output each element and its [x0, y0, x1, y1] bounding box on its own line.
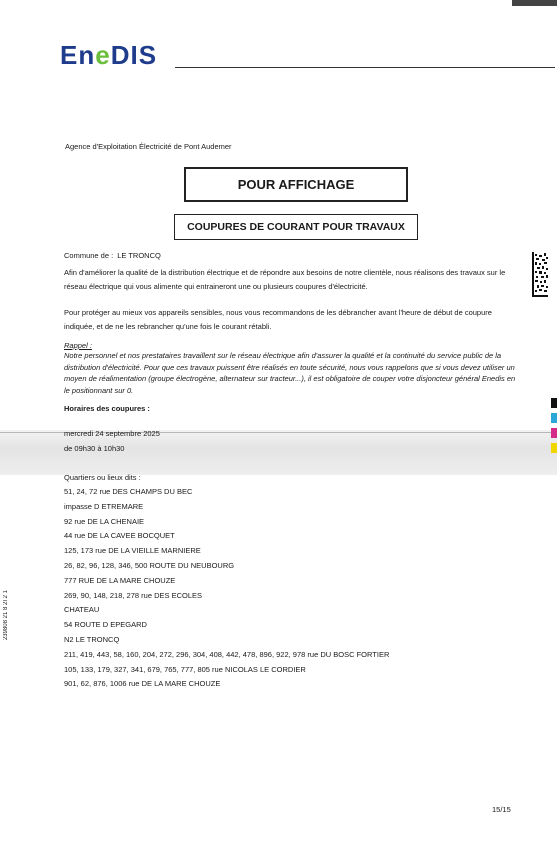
place-item: 54 ROUTE D EPEGARD	[64, 620, 147, 630]
place-item: CHATEAU	[64, 605, 100, 615]
outage-date: mercredi 24 septembre 2025	[64, 429, 160, 438]
scan-edge-strip	[512, 0, 557, 6]
places-title: Quartiers ou lieux dits :	[64, 473, 141, 482]
logo-part-3: DIS	[110, 40, 158, 70]
agency-name: Agence d'Exploitation Électricité de Pont Audemer	[65, 142, 232, 151]
side-code: 239808 21 8 2I 2 1	[3, 590, 9, 641]
logo-part-1: En	[60, 40, 96, 70]
place-item: 777 RUE DE LA MARE CHOUZE	[64, 575, 176, 585]
place-item: N2 LE TRONCQ	[64, 634, 120, 644]
color-mark	[551, 443, 557, 453]
place-item: 51, 24, 72 rue DES CHAMPS DU BEC	[64, 487, 193, 496]
place-item: 105, 133, 179, 327, 341, 679, 765, 777, 805 rue NICOLAS LE CORDIER	[64, 664, 306, 674]
header-rule	[175, 67, 555, 68]
commune-label: Commune de :	[64, 251, 114, 260]
subtitle-box: COUPURES DE COURANT POUR TRAVAUX	[174, 214, 418, 240]
color-mark	[551, 428, 557, 438]
place-item: 901, 62, 876, 1006 rue DE LA MARE CHOUZE	[64, 679, 221, 689]
advice-paragraph: Pour protéger au mieux vos appareils sensibles, nous vous recommandons de les débrancher avant l'heure de début de coupure indiquée, et de ne les rebrancher qu'une fois le courant rétabli.	[64, 308, 492, 331]
place-item: impasse D ETREMARE	[64, 501, 144, 511]
page-number: 15/15	[492, 805, 511, 814]
places-list	[64, 485, 389, 692]
title-box: POUR AFFICHAGE	[184, 167, 408, 202]
rappel-title: Rappel :	[64, 341, 92, 350]
place-item: 92 rue DE LA CHENAIE	[64, 516, 145, 526]
print-color-marks	[551, 398, 557, 458]
schedule-title: Horaires des coupures :	[64, 404, 150, 413]
place-item: 44 rue DE LA CAVEE BOCQUET	[64, 531, 175, 541]
rappel-text: Notre personnel et nos prestataires travaillent sur le réseau électrique afin d'assurer la qualité et la continuité du service public de la distribution d'électricité. Pour que ces travaux puissent être réalisés en toute sécurité, nous vous rappelons que si vous devez utiliser un moyen de réalimentation (groupe électrogène, alternateur sur tracteur...), il est obligatoire de couper votre disjoncteur général Enedis en le positionnant sur 0.	[64, 351, 516, 395]
commune-line	[64, 251, 161, 260]
commune-value: LE TRONCQ	[117, 251, 161, 260]
intro-paragraph: Afin d'améliorer la qualité de la distribution électrique et de répondre aux besoins de notre clientèle, nous réalisons des travaux sur le réseau électrique qui vous alimente qui entraineront une ou plusieurs coupures d'électricité.	[64, 268, 506, 291]
place-item: 26, 82, 96, 128, 346, 500 ROUTE DU NEUBOURG	[64, 560, 235, 570]
place-item: 125, 173 rue DE LA VIEILLE MARNIERE	[64, 546, 201, 556]
outage-hours: de 09h30 à 10h30	[64, 444, 125, 453]
logo-part-2: e	[95, 40, 111, 70]
color-mark	[551, 398, 557, 408]
enedis-logo	[60, 40, 157, 71]
datamatrix-code	[532, 252, 548, 297]
place-item: 269, 90, 148, 218, 278 rue DES ECOLES	[64, 590, 203, 600]
color-mark	[551, 413, 557, 423]
place-item: 211, 419, 443, 58, 160, 204, 272, 296, 304, 408, 442, 478, 896, 922, 978 rue DU BOSC FORTIER	[64, 649, 390, 659]
